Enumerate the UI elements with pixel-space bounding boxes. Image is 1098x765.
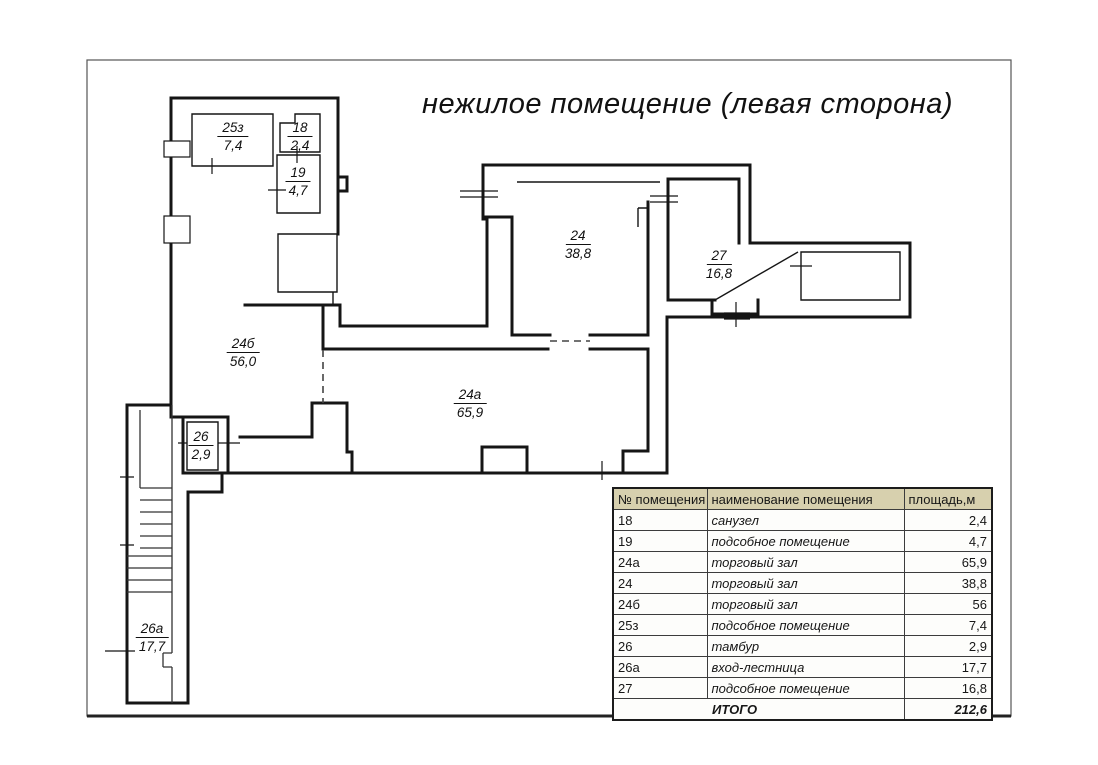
cell-area: 56 (904, 594, 992, 615)
room-area: 2,9 (191, 447, 211, 462)
room-label-26a (136, 621, 169, 654)
room-label-24a (454, 387, 487, 420)
cell-name: тамбур (707, 636, 904, 657)
room-number: 24 (565, 228, 590, 245)
cell-name: подсобное помещение (707, 531, 904, 552)
window-opening (164, 141, 190, 157)
cell-name: вход-лестница (707, 657, 904, 678)
room-area: 2,4 (290, 138, 310, 153)
cell-num: 26а (613, 657, 707, 678)
header-room-area: площадь,м (904, 488, 992, 510)
cell-num: 24б (613, 594, 707, 615)
stair-steps (127, 405, 172, 703)
table-row (613, 657, 992, 678)
cell-name: торговый зал (707, 594, 904, 615)
room-number: 19 (285, 165, 310, 182)
window-opening (164, 216, 190, 243)
room-area: 65,9 (456, 405, 484, 420)
cell-name: торговый зал (707, 573, 904, 594)
cell-name: санузел (707, 510, 904, 531)
cell-num: 24а (613, 552, 707, 573)
total-label: ИТОГО (613, 699, 904, 721)
table-row (613, 594, 992, 615)
cell-num: 26 (613, 636, 707, 657)
header-room-number: № помещения (613, 488, 707, 510)
hall24-walls (483, 202, 648, 335)
stair-shaft-box (278, 234, 337, 305)
room-number: 25з (217, 120, 248, 137)
cell-area: 2,4 (904, 510, 992, 531)
cell-num: 18 (613, 510, 707, 531)
table-row (613, 552, 992, 573)
room-area: 17,7 (138, 639, 166, 654)
room-label-18 (287, 120, 312, 153)
table-row (613, 573, 992, 594)
cell-area: 2,9 (904, 636, 992, 657)
table-row (613, 510, 992, 531)
areas-table-header (613, 488, 992, 510)
cell-area: 38,8 (904, 573, 992, 594)
hall24a-bottom-wall (222, 447, 667, 473)
room-label-26 (188, 429, 213, 462)
cell-name: подсобное помещение (707, 678, 904, 699)
room-label-24b (227, 336, 260, 369)
room-number: 26а (136, 621, 169, 638)
table-row (613, 615, 992, 636)
areas-table (612, 487, 993, 721)
room-number: 24а (454, 387, 487, 404)
room-number: 24б (227, 336, 260, 353)
room-label-24 (565, 228, 591, 261)
room-area: 16,8 (705, 266, 733, 281)
cell-area: 65,9 (904, 552, 992, 573)
room-label-25z (217, 120, 248, 153)
cell-num: 24 (613, 573, 707, 594)
room-number: 18 (287, 120, 312, 137)
cell-num: 27 (613, 678, 707, 699)
cell-name: подсобное помещение (707, 615, 904, 636)
room24-inner-face (517, 182, 660, 227)
total-value: 212,6 (904, 699, 992, 721)
room-label-27 (706, 248, 732, 281)
cell-num: 19 (613, 531, 707, 552)
room-label-19 (285, 165, 310, 198)
room-area: 4,7 (288, 183, 308, 198)
window-openings (164, 141, 190, 243)
main-premises-outline (245, 165, 910, 473)
room-area: 56,0 (229, 354, 257, 369)
cell-num: 25з (613, 615, 707, 636)
table-total-row (613, 699, 992, 721)
plan-title: нежилое помещение (левая сторона) (422, 88, 953, 120)
table-row (613, 531, 992, 552)
cell-name: торговый зал (707, 552, 904, 573)
cell-area: 4,7 (904, 531, 992, 552)
room-area: 7,4 (223, 138, 243, 153)
cell-area: 16,8 (904, 678, 992, 699)
room-area: 38,8 (564, 246, 592, 261)
table-row (613, 636, 992, 657)
cell-area: 7,4 (904, 615, 992, 636)
room-number: 26 (188, 429, 213, 446)
room-number: 27 (706, 248, 731, 265)
cell-area: 17,7 (904, 657, 992, 678)
room27-walls (668, 179, 758, 314)
right-wing-box (801, 252, 900, 300)
table-row (613, 678, 992, 699)
header-room-name: наименование помещения (707, 488, 904, 510)
